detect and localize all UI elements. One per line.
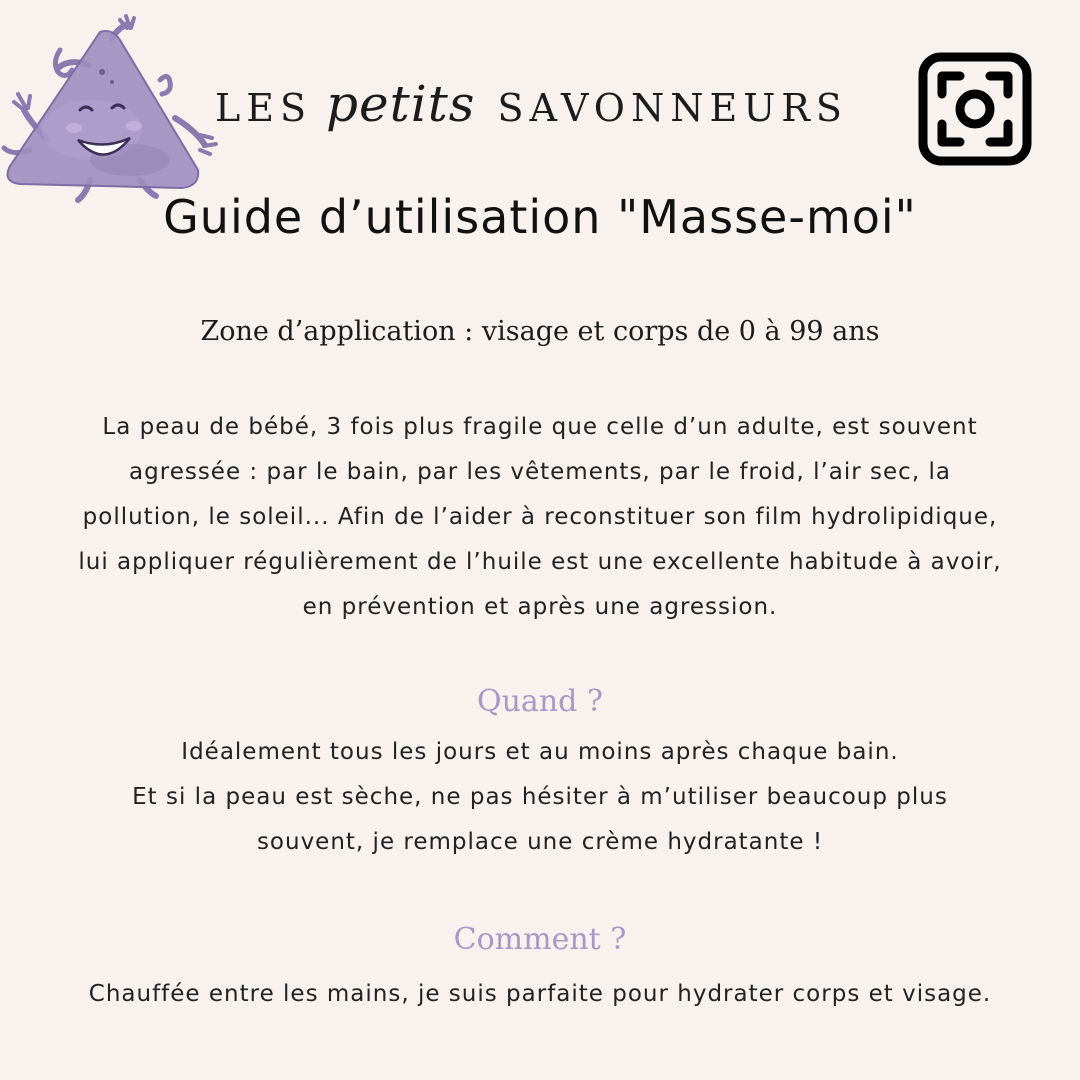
- brand-script-word: petits: [326, 75, 476, 133]
- brand-suffix: SAVONNEURS: [497, 86, 848, 130]
- quand-paragraph: [40, 730, 1040, 865]
- intro-line: lui appliquer régulièrement de l’huile est une excellente habitude à avoir,: [78, 549, 1002, 575]
- comment-paragraph: [40, 972, 1040, 1017]
- intro-line: La peau de bébé, 3 fois plus fragile que celle d’un adulte, est souvent: [102, 414, 978, 440]
- soap-mascot-icon: [0, 10, 220, 210]
- quand-line: Idéalement tous les jours et au moins après chaque bain.: [181, 739, 899, 765]
- intro-line: agressée : par le bain, par les vêtements, par le froid, l’air sec, la: [129, 459, 951, 485]
- intro-paragraph: [40, 405, 1040, 630]
- application-zone-text: Zone d’application : visage et corps de 0 à 99 ans: [200, 316, 880, 347]
- section-heading-comment: Comment ?: [453, 922, 627, 957]
- comment-line: Chauffée entre les mains, je suis parfaite pour hydrater corps et visage.: [88, 981, 992, 1007]
- brand-prefix: LES: [215, 86, 313, 130]
- page-title: Guide d’utilisation "Masse-moi": [163, 190, 917, 244]
- brand-logo: [215, 68, 848, 148]
- quand-line: souvent, je remplace une crème hydratante !: [256, 829, 824, 855]
- camera-icon[interactable]: [918, 52, 1032, 166]
- intro-line: pollution, le soleil... Afin de l’aider à reconstituer son film hydrolipidique,: [82, 504, 998, 530]
- section-heading-quand: Quand ?: [477, 684, 603, 719]
- intro-line: en prévention et après une agression.: [302, 594, 778, 620]
- quand-line: Et si la peau est sèche, ne pas hésiter à m’utiliser beaucoup plus: [132, 784, 948, 810]
